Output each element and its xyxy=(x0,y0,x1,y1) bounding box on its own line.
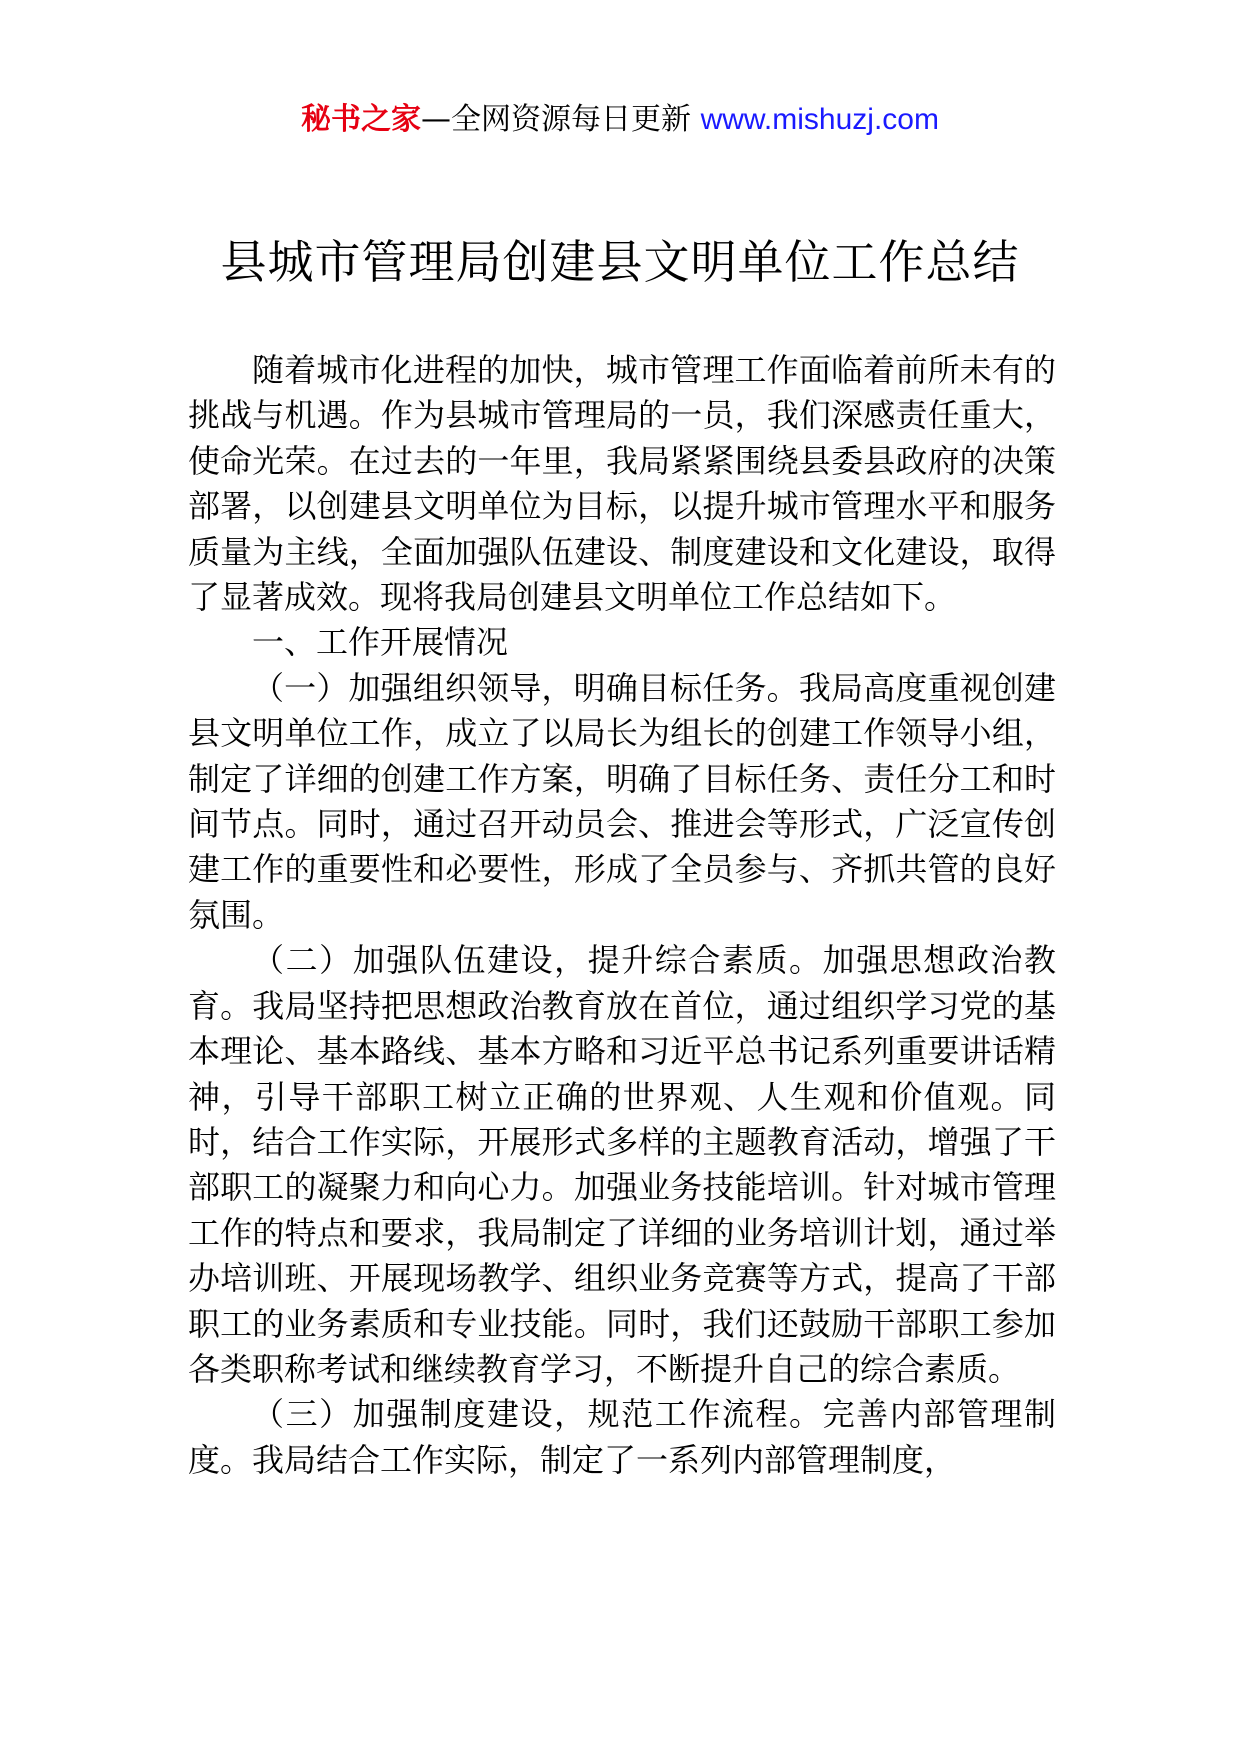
site-brand: 秘书之家 xyxy=(301,102,422,137)
section-heading: 一、工作开展情况 xyxy=(252,623,509,662)
body-paragraph: （二）加强队伍建设，提升综合素质。加强思想政治教育。我局坚持把思想政治教育放在首位，通过组织学习党的基本理论、基本路线、基本方略和习近平总书记系列重要讲话精神，引导干部职工树立正确的世界观、人生观和价值观。同时，结合工作实际，开展形式多样的主题教育活动，增强了干部职工的凝聚力和向心力。加强业务技能培训。针对城市管理工作的特点和要求，我局制定了详细的业务培训计划，通过举办培训班、开展现场教学、组织业务竞赛等方式，提高了干部职工的业务素质和专业技能。同时，我们还鼓励干部职工参加各类职称考试和继续教育学习，不断提升自己的综合素质。 xyxy=(188,941,1056,1388)
intro-paragraph: 随着城市化进程的加快，城市管理工作面临着前所未有的挑战与机遇。作为县城市管理局的一员，我们深感责任重大，使命光荣。在过去的一年里，我局紧紧围绕县委县政府的决策部署，以创建县文明单位为目标，以提升城市管理水平和服务质量为主线，全面加强队伍建设、制度建设和文化建设，取得了显著成效。现将我局创建县文明单位工作总结如下。 xyxy=(188,351,1056,617)
document-body xyxy=(188,348,1056,1483)
body-paragraph: （一）加强组织领导，明确目标任务。我局高度重视创建县文明单位工作，成立了以局长为组长的创建工作领导小组，制定了详细的创建工作方案，明确了目标任务、责任分工和时间节点。同时，通过召开动员会、推进会等形式，广泛宣传创建工作的重要性和必要性，形成了全员参与、齐抓共管的良好氛围。 xyxy=(188,668,1056,934)
document-title: 县城市管理局创建县文明单位工作总结 xyxy=(220,235,1020,289)
body-paragraph: （三）加强制度建设，规范工作流程。完善内部管理制度。我局结合工作实际，制定了一系列内部管理制度， xyxy=(188,1395,1056,1479)
site-banner xyxy=(0,100,1240,140)
site-slogan: —全网资源每日更新 xyxy=(421,102,692,137)
site-url-link[interactable]: www.mishuzj.com xyxy=(700,103,939,136)
